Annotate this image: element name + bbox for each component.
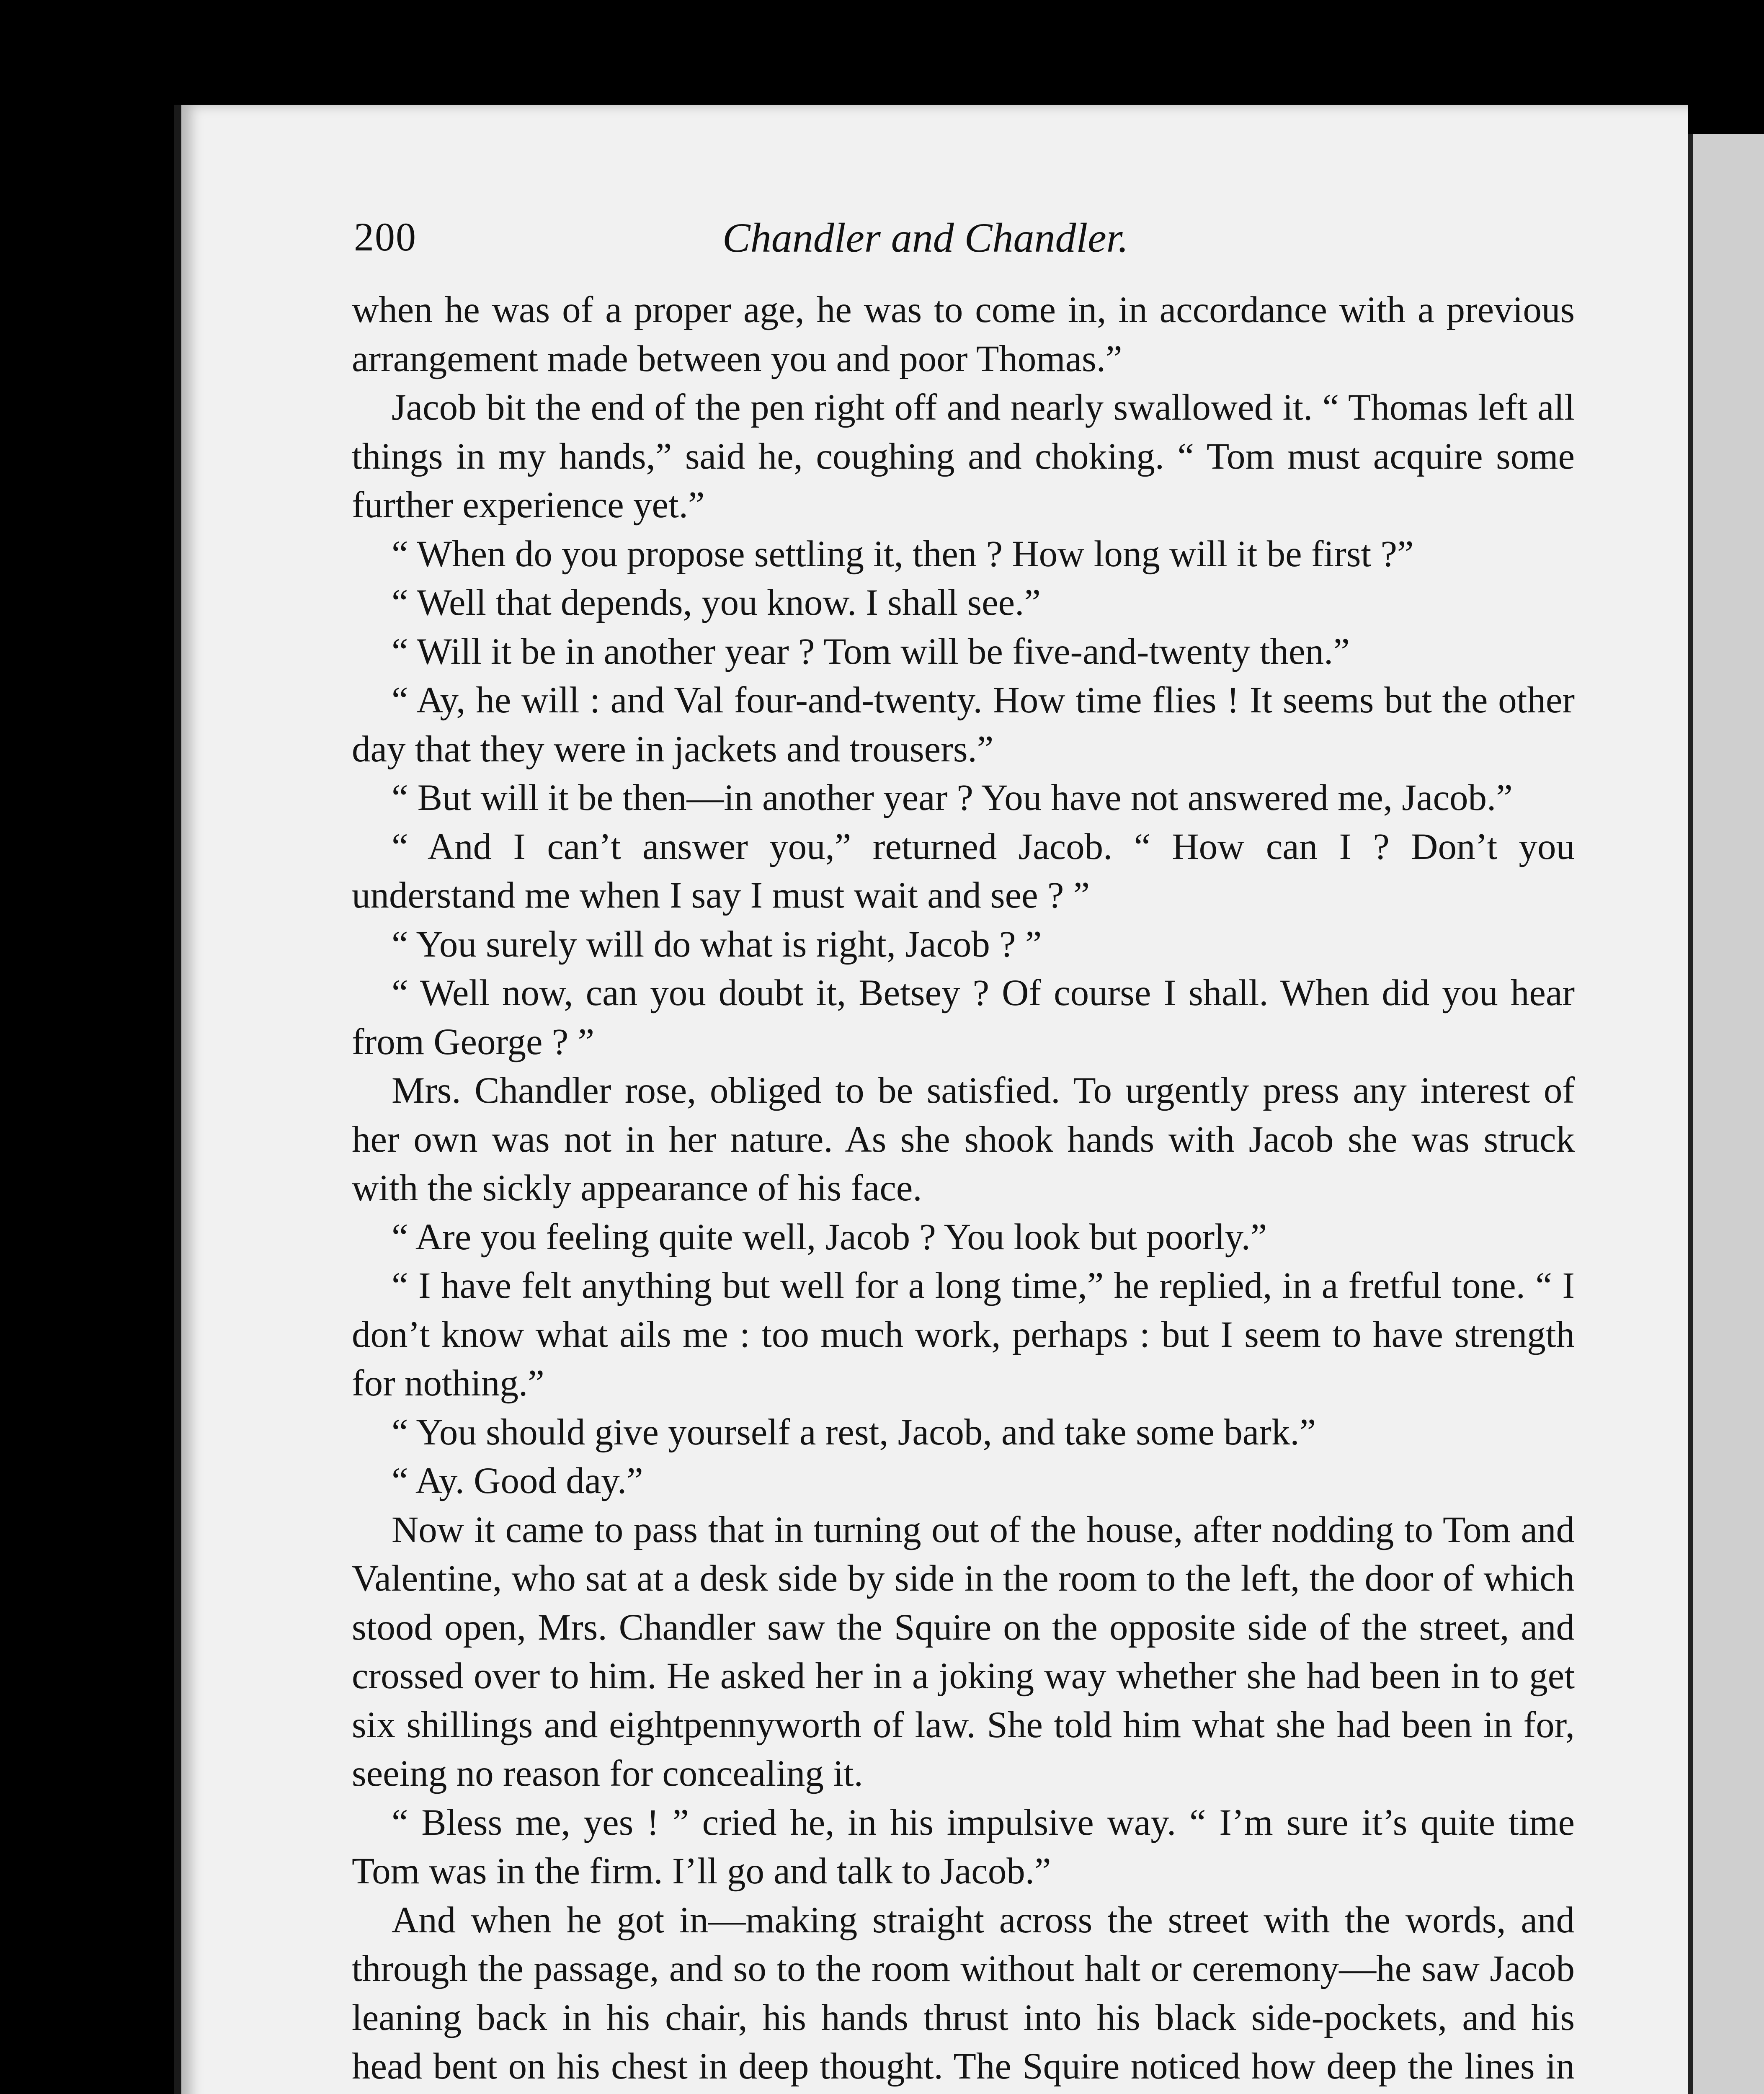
paragraph: “ You should give yourself a rest, Jacob, and take some bark.” bbox=[392, 1411, 1316, 1453]
facing-page-edge bbox=[1688, 134, 1764, 2094]
paragraph: “ Ay. Good day.” bbox=[392, 1460, 643, 1501]
page-header bbox=[354, 214, 1604, 272]
paragraph: “ When do you propose settling it, then ? How long will it be first ?” bbox=[392, 533, 1414, 575]
paragraph: when he was of a proper age, he was to come in, in accordance with a previous arrangement made between you and poor Thomas.” bbox=[352, 289, 1575, 379]
body-text bbox=[352, 286, 1575, 2094]
paragraph: “ Well now, can you doubt it, Betsey ? Of course I shall. When did you hear from George ? ” bbox=[352, 972, 1575, 1062]
paragraph: “ I have felt anything but well for a long time,” he replied, in a fretful tone. “ I don’t know what ails me : too much work, perhaps : but I seem to have strength for nothing.” bbox=[352, 1265, 1575, 1404]
paragraph: Jacob bit the end of the pen right off and nearly swallowed it. “ Thomas left all things in my hands,” said he, coughing and choking. “ Tom must acquire some further experience yet.” bbox=[352, 387, 1575, 526]
paragraph: And when he got in—making straight across the street with the words, and through the passage, and so to the room without halt or ceremony—he saw Jacob leaning back in his chair, his hands thrust into his black side-pockets, and his head bent on his chest in deep thought. The Squire noticed how deep the lines in bbox=[352, 1899, 1575, 2087]
paragraph: “ Well that depends, you know. I shall see.” bbox=[392, 582, 1041, 623]
paragraph: Now it came to pass that in turning out of the house, after nodding to Tom and Valentine, who sat at a desk side by side in the room to the left, the door of which stood open, Mrs. Chandler saw the Squire on the opposite side of the street, and crossed over to him. He asked her in a joking way whether she had been in to get six shillings and eightpennyworth of law. She told him what she had been in for, seeing no reason for concealing it. bbox=[352, 1509, 1575, 1794]
running-title: Chandler and Chandler. bbox=[722, 214, 1129, 261]
paragraph: “ You surely will do what is right, Jacob ? ” bbox=[392, 923, 1042, 965]
paragraph: “ But will it be then—in another year ? You have not answered me, Jacob.” bbox=[392, 777, 1513, 818]
paragraph: “ Ay, he will : and Val four-and-twenty. How time flies ! It seems but the other day that they were in jackets and trousers.” bbox=[352, 680, 1575, 770]
paragraph: Mrs. Chandler rose, obliged to be satisfied. To urgently press any interest of her own was not in her nature. As she shook hands with Jacob she was struck with the sickly appearance of his face. bbox=[352, 1070, 1575, 1209]
page-number: 200 bbox=[354, 214, 417, 259]
paragraph: “ Will it be in another year ? Tom will be five-and-twenty then.” bbox=[392, 631, 1350, 672]
paragraph: “ Are you feeling quite well, Jacob ? You look but poorly.” bbox=[392, 1216, 1267, 1258]
paragraph: “ Bless me, yes ! ” cried he, in his impulsive way. “ I’m sure it’s quite time Tom was in the firm. I’ll go and talk to Jacob.” bbox=[352, 1802, 1575, 1892]
paragraph: “ And I can’t answer you,” returned Jacob. “ How can I ? Don’t you understand me when I say I must wait and see ? ” bbox=[352, 826, 1575, 916]
